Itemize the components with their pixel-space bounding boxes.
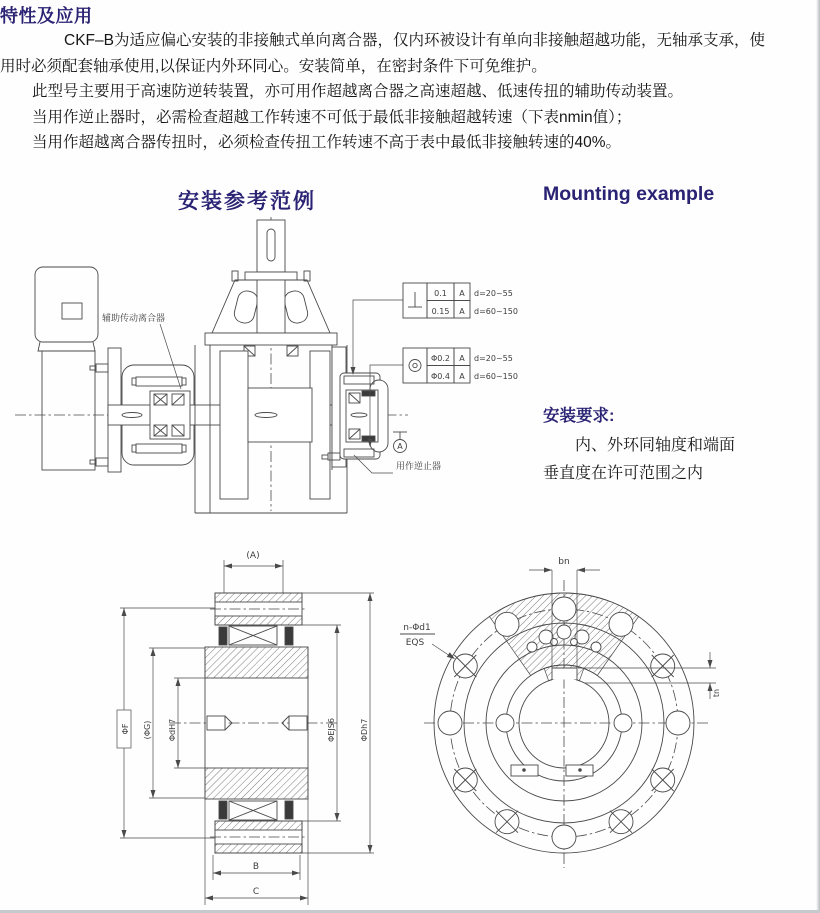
dim-d-label: ΦdH7 [168,718,177,742]
dim-e-label: ΦEJS6 [327,718,336,742]
backstop-label: 用作逆止器 [396,462,442,472]
dim-f-label: ΦF [121,723,130,735]
intro-line: 当用作超越离合器传扭时，必须检查传扭工作转速不高于表中最低非接触转速的40%。 [32,134,622,151]
intro-line: CKF–B为适应偏心安装的非接触式单向离合器，仅内环被设计有单向非接触超越功能，无轴承支承，使 [64,32,765,49]
requirements-title: 安装要求: [543,407,615,425]
concentricity-icon [409,360,421,372]
tolerance-datum: A [459,372,465,381]
tolerance-range: d=60~150 [474,372,518,381]
dim-od-label: ΦDh7 [360,718,369,742]
datum-label: A [397,442,403,451]
dim-c-label: C [252,887,260,897]
gearbox [195,220,347,513]
heading-cn: 安装参考范例 [178,190,316,213]
perpendicularity-icon [408,292,422,307]
backstop-clutch-assembly [340,373,388,459]
tolerance-value: Φ0.2 [430,354,451,363]
tolerance-value: 0.1 [434,289,447,298]
bolt-holes-callout [400,623,455,659]
tolerance-value: Φ0.4 [430,372,451,381]
installation-requirements [543,402,783,488]
intro-line: 用时必须配套轴承使用,以保证内外环同心。安装简单，在密封条件下可免维护。 [0,57,547,75]
dim-holes-label: n-Φd1 [403,623,431,633]
tolerance-datum: A [459,354,465,363]
aux-clutch-label: 辅助传动离合器 [102,314,166,324]
dim-tn-label: tn [712,688,721,698]
requirements-line: 内、外环同轴度和端面 [575,437,736,454]
dim-b-label: B [252,862,260,872]
requirements-line: 垂直度在许可范围之内 [543,465,704,482]
motor [35,267,98,470]
tolerance-range: d=20~55 [474,289,513,298]
tolerance-range: d=20~55 [474,354,513,363]
dim-eqs-label: EQS [405,638,425,648]
dim-bn-label: bn [558,557,570,567]
cross-section-view [170,593,340,853]
tolerance-datum: A [459,307,465,316]
front-view [424,580,708,868]
page-title: 特性及应用 [0,6,93,26]
tolerance-frame-concentricity [368,348,518,447]
page-edge-right [816,0,820,913]
tolerance-value: 0.15 [431,307,450,316]
intro-paragraphs [0,28,820,156]
dim-g-label: (ΦG) [143,720,152,740]
tolerance-datum: A [459,289,465,298]
heading-en: Mounting example [543,183,715,205]
mounting-example-drawing [10,215,530,515]
intro-line: 当用作逆止器时，必需检查超越工作转速不可低于最低非接触超越转速（下表nmin值）； [32,108,632,126]
tolerance-range: d=60~150 [474,307,518,316]
intro-line: 此型号主要用于高速防逆转装置，亦可用作超越离合器之高速超越、低速传扭的辅助传动装置。 [32,83,684,100]
dim-a-label: (A) [246,551,260,561]
dimension-drawing [40,540,820,913]
datum-a-flag [393,432,407,453]
